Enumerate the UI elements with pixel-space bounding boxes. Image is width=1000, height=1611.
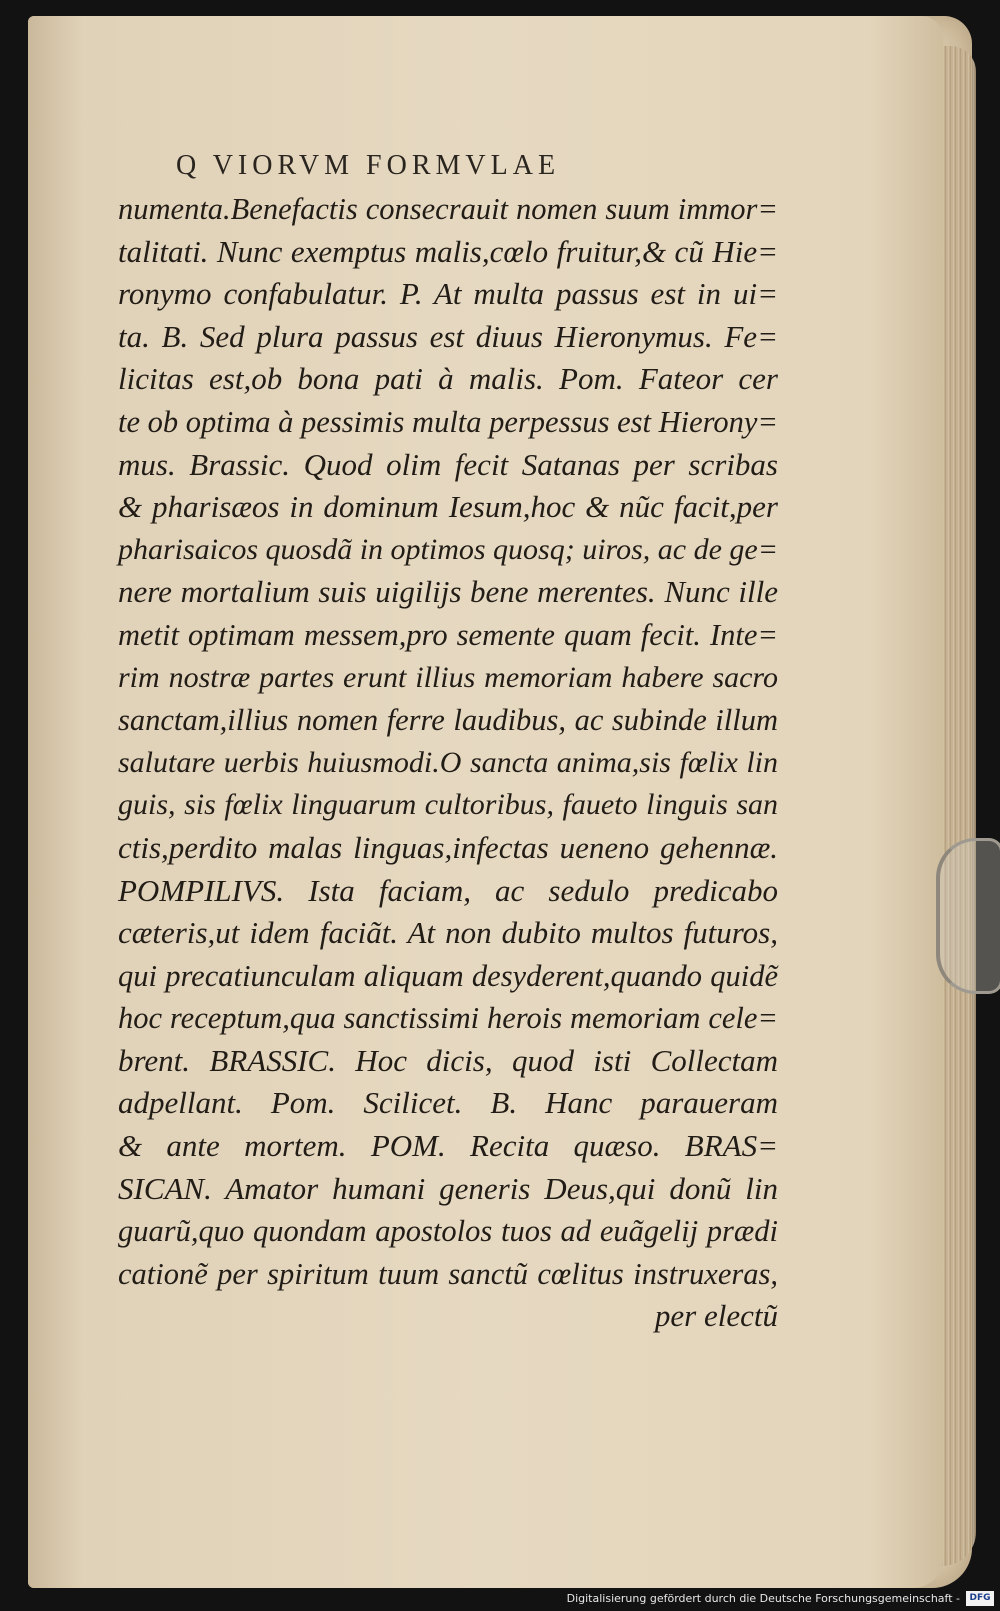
page-fore-edge [942, 46, 976, 1566]
book-page [28, 16, 972, 1588]
text-line: guis, sis fœlix linguarum cultoribus, faueto linguis san [118, 788, 778, 822]
text-line: metit optimam messem,pro semente quam fecit. Inte= [118, 617, 778, 652]
catchword: per electũ [654, 1298, 778, 1334]
text-line: salutare uerbis huiusmodi.O sancta anima,sis fœlix lin [118, 745, 778, 779]
text-line: ronymo confabulatur. P. At multa passus est in ui= [118, 276, 778, 312]
text-line: adpellant. Pom. Scilicet. B. Hanc paraueram [118, 1085, 778, 1121]
text-line: rim nostræ partes erunt illius memoriam habere sacro [118, 660, 778, 694]
text-line: licitas est,ob bona pati à malis. Pom. Fateor cer [118, 361, 778, 397]
text-line: mus. Brassic. Quod olim fecit Satanas per scribas [118, 446, 778, 482]
text-line: brent. BRASSIC. Hoc dicis, quod isti Collectam [118, 1042, 778, 1078]
footer-bar [0, 1588, 1000, 1611]
text-line: ctis,perdito malas linguas,infectas ueneno gehennæ. [118, 829, 778, 865]
text-line: POMPILIVS. Ista faciam, ac sedulo predicabo [118, 872, 778, 908]
text-line: cationẽ per spiritum tuum sanctũ cœlitus instruxeras, [118, 1256, 778, 1291]
clasp-mark [936, 838, 1000, 994]
text-line: te ob optima à pessimis multa perpessus est Hierony= [118, 404, 778, 439]
text-line: sanctam,illius nomen ferre laudibus, ac subinde illum [118, 703, 778, 738]
body-text [118, 188, 778, 1338]
text-line: numenta.Benefactis consecrauit nomen suum immor= [118, 192, 778, 226]
text-line: SICAN. Amator humani generis Deus,qui donũ lin [118, 1170, 778, 1206]
text-line: & ante mortem. POM. Recita quæso. BRAS= [118, 1128, 778, 1164]
funding-notice: Digitalisierung gefördert durch die Deutsche Forschungsgemeinschaft - [566, 1592, 960, 1605]
text-line: talitati. Nunc exemptus malis,cœlo fruitur,& cũ Hie= [118, 233, 778, 269]
text-line: cæteris,ut idem faciãt. At non dubito multos futuros, [118, 915, 778, 951]
running-head: Q VIORVM FORMVLAE [176, 150, 561, 181]
text-line: hoc receptum,qua sanctissimi herois memoriam cele= [118, 1001, 778, 1036]
text-line: guarũ,quo quondam apostolos tuos ad euãgelij prædi [118, 1214, 778, 1249]
dfg-logo: DFG [966, 1591, 994, 1606]
text-line: nere mortalium suis uigilijs bene merentes. Nunc ille [118, 574, 778, 610]
text-line: qui precatiunculam aliquam desyderent,quando quidẽ [118, 958, 778, 993]
text-line: pharisaicos quosdã in optimos quosq; uiros, ac de ge= [118, 532, 778, 566]
text-line: ta. B. Sed plura passus est diuus Hieronymus. Fe= [118, 318, 778, 354]
text-line: & pharisæos in dominum Iesum,hoc & nũc facit,per [118, 489, 778, 525]
